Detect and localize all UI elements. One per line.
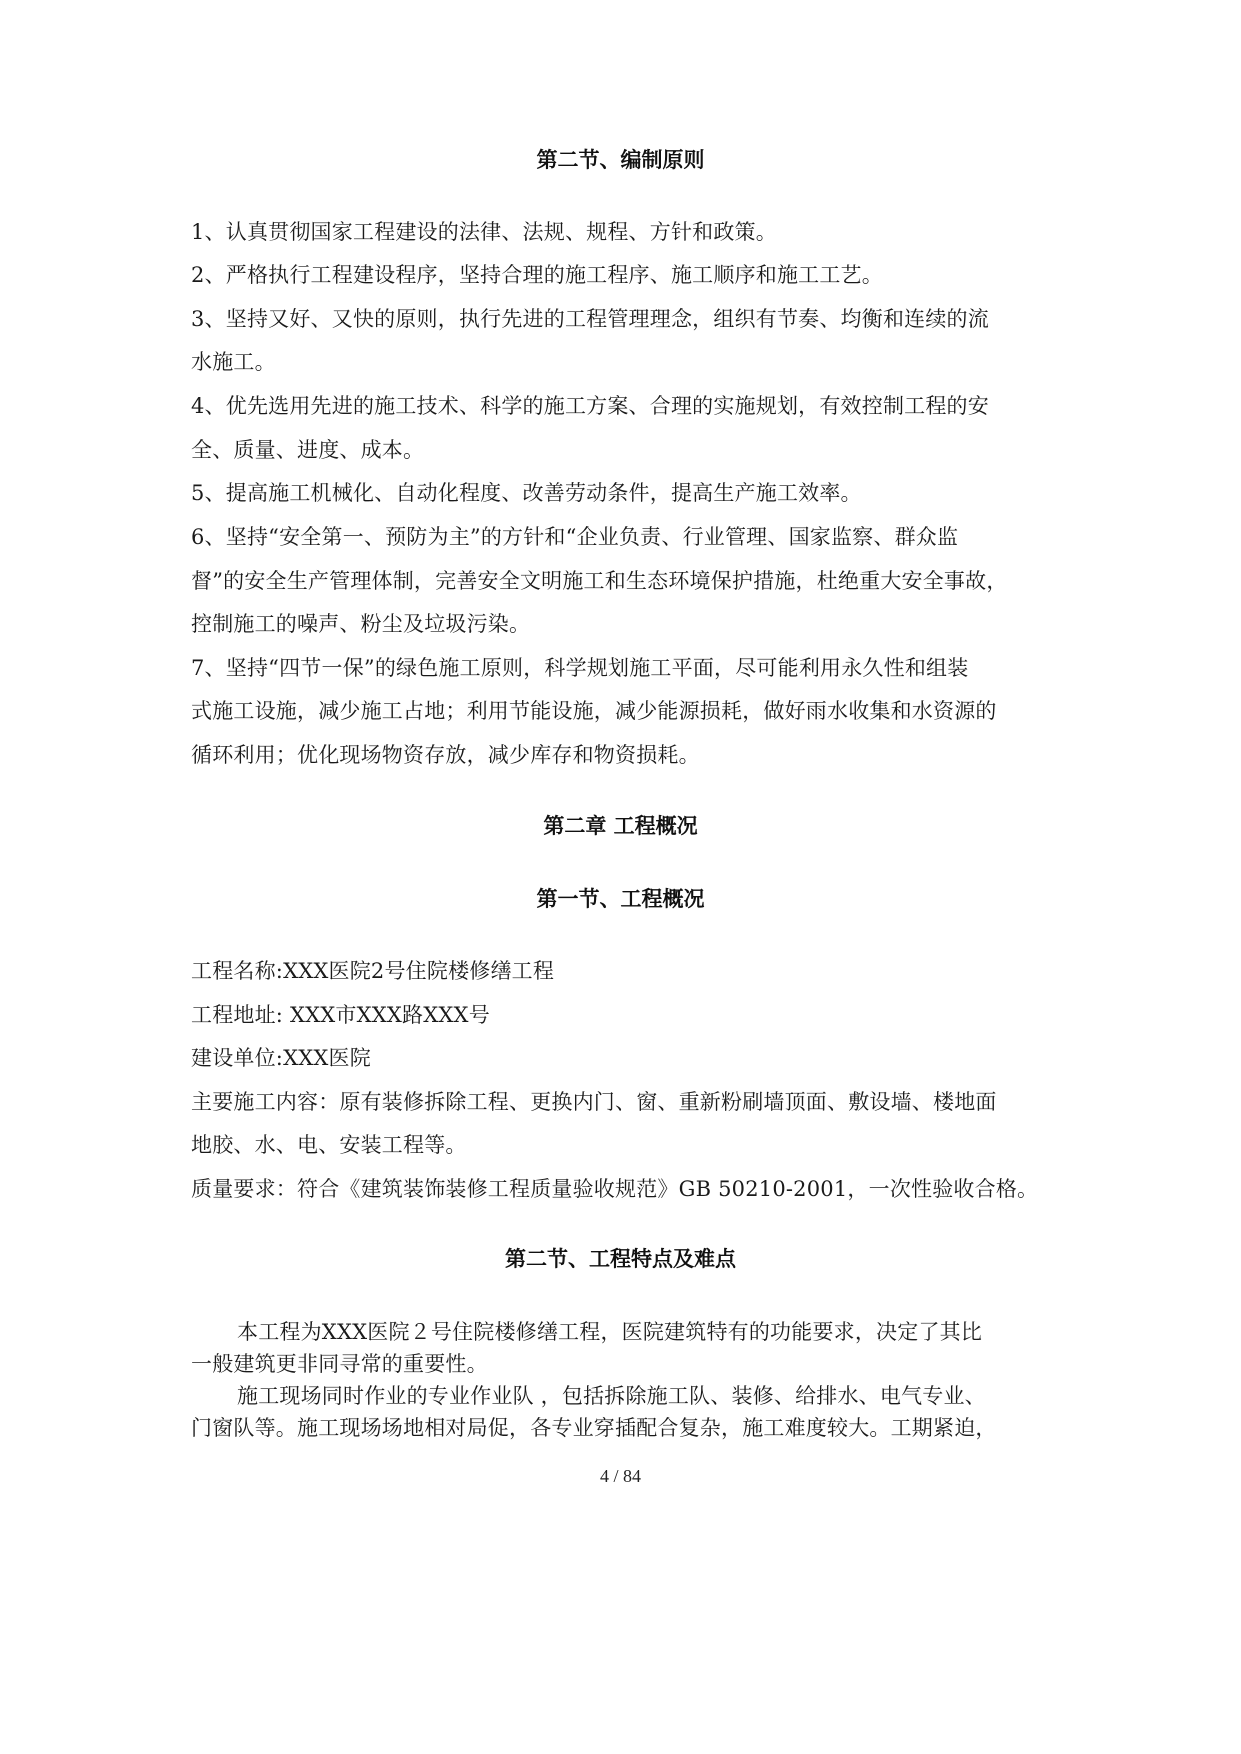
page-number: 4 / 84	[599, 1466, 641, 1486]
features-paragraph-2-line-2: 门窗队等。施工现场场地相对局促，各专业穿插配合复杂，施工难度较大。工期紧迫，	[191, 1416, 997, 1440]
principle-line-1: 1、认真贯彻国家工程建设的法律、法规、规程、方针和政策。	[191, 220, 777, 244]
principle-line-2: 2、严格执行工程建设程序，坚持合理的施工程序、施工顺序和施工工艺。	[191, 263, 883, 287]
principle-line-6-cont-1: 督”的安全生产管理体制，完善安全文明施工和生态环境保护措施，杜绝重大安全事故，	[191, 569, 1008, 593]
quality-requirement-line: 质量要求：符合《建筑装饰装修工程质量验收规范》GB 50210-2001，一次性验收合格。	[191, 1177, 1039, 1201]
principle-line-6-cont-2: 控制施工的噪声、粉尘及垃圾污染。	[191, 612, 531, 636]
principle-line-4: 4、优先选用先进的施工技术、科学的施工方案、合理的实施规划，有效控制工程的安	[191, 394, 989, 418]
principle-line-3-cont: 水施工。	[191, 350, 276, 374]
features-paragraph-1-line-2: 一般建筑更非同寻常的重要性。	[191, 1352, 488, 1376]
principle-line-7-cont-2: 循环利用；优化现场物资存放，减少库存和物资损耗。	[191, 743, 700, 767]
features-paragraph-1-line-1: 本工程为XXX医院２号住院楼修缮工程，医院建筑特有的功能要求，决定了其比	[237, 1320, 983, 1344]
main-content-line: 主要施工内容：原有装修拆除工程、更换内门、窗、重新粉刷墙顶面、敷设墙、楼地面	[191, 1090, 997, 1114]
features-paragraph-2-line-1: 施工现场同时作业的专业作业队 ，包括拆除施工队、装修、给排水、电气专业、	[237, 1384, 986, 1408]
principle-line-3: 3、坚持又好、又快的原则，执行先进的工程管理理念，组织有节奏、均衡和连续的流	[191, 307, 989, 331]
principle-line-7: 7、坚持“四节一保”的绿色施工原则，科学规划施工平面，尽可能利用永久性和组装	[191, 656, 969, 680]
section-heading-project-overview: 第一节、工程概况	[536, 887, 705, 911]
project-address-line: 工程地址: XXX市XXX路XXX号	[191, 1003, 490, 1027]
principle-line-4-cont: 全、质量、进度、成本。	[191, 438, 425, 462]
principle-line-7-cont-1: 式施工设施，减少施工占地；利用节能设施，减少能源损耗，做好雨水收集和水资源的	[191, 699, 997, 723]
chapter-heading-project-overview: 第二章 工程概况	[543, 814, 698, 838]
principle-line-6: 6、坚持“安全第一、预防为主”的方针和“企业负责、行业管理、国家监察、群众监	[191, 525, 959, 549]
section-heading-features-difficulties: 第二节、工程特点及难点	[505, 1247, 736, 1271]
main-content-line-cont: 地胶、水、电、安装工程等。	[191, 1133, 467, 1157]
project-name-line: 工程名称:XXX医院2号住院楼修缮工程	[191, 959, 555, 983]
section-heading-compilation-principles: 第二节、编制原则	[536, 148, 705, 172]
principle-line-5: 5、提高施工机械化、自动化程度、改善劳动条件，提高生产施工效率。	[191, 481, 862, 505]
construction-unit-line: 建设单位:XXX医院	[191, 1046, 371, 1070]
